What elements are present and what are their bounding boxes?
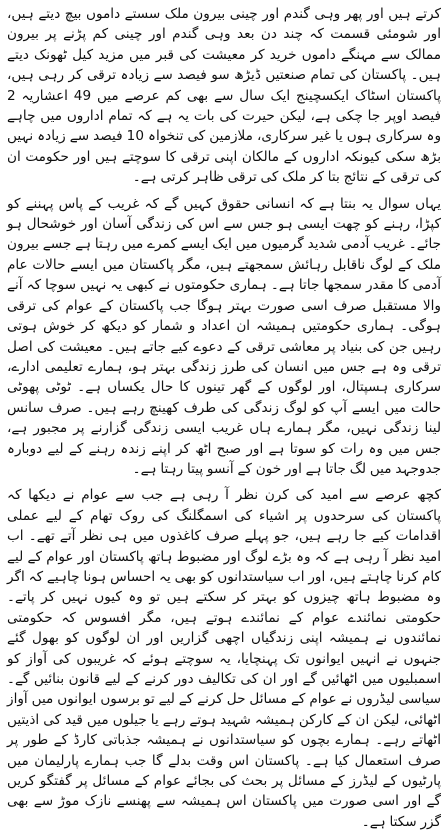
article-body <box>7 4 441 832</box>
article-paragraph-1: کرتے ہیں اور پھر وہی گندم اور چینی بیرون ملک سستے داموں بیچ دیتے ہیں، اور شومئی قسمت کہ چند دن بعد وہی گندم اور چینی کم پڑنے پر بیرون ممالک سے مہنگے داموں خرید کر معیشت کی قبر میں مزید کیل ٹھونک دیتے ہیں۔ پاکستان کی تمام صنعتیں ڈیڑھ سو فیصد سے زیادہ ترقی کر رہی ہیں، پاکستان اسٹاک ایکسچینج ایک سال سے بھی کم عرصے میں 49 اعشاریہ 2 فیصد اوپر جا چکی ہے، لیکن حیرت کی بات یہ ہے کہ تمام اداروں میں چاہے وہ سرکاری ہوں یا غیر سرکاری، ملازمین کی تنخواہ 10 فیصد سے زیادہ نہیں بڑھ سکی کیونکہ اداروں کے مالکان اپنی ترقی کا سوچتے ہیں اور حکومت ان کی ترقی کے نتائج بتا کر ملک کی ترقی ظاہر کرتی ہے۔ <box>7 6 442 186</box>
article-paragraph-3: کچھ عرصے سے امید کی کرن نظر آ رہی ہے جب سے عوام نے دیکھا کہ پاکستان کی سرحدوں پر اشیاء کی اسمگلنگ کی روک تھام کے لیے عملی اقدامات کیے جا رہے ہیں، جو پہلے صرف کاغذوں میں ہی نظر آتے تھے۔ اب امید نظر آ رہی ہے کہ وہ بڑے لوگ اور مضبوط ہاتھ پاکستان اور عوام کے لیے کام کرنا چاہتے ہیں، اور اب سیاستدانوں کو بھی یہ احساس ہونا چاہیے کہ اگر وہ مضبوط ہاتھ چیزوں کو بہتر کر سکتے ہیں تو وہ کیوں نہیں کر پاتے۔ حکومتی نمائندے عوام کے نمائندے ہوتے ہیں، مگر افسوس کہ حکومتی نمائندوں نے ہمیشہ اپنی زندگیاں اچھی گزاریں اور ان لوگوں کو بھول گئے جنہوں نے انہیں ایوانوں تک پہنچایا، یہ سوچتے ہوئے کہ غریبوں کی آواز کو اسمبلیوں میں اٹھائیں گے اور ان کی تکالیف دور کرنے کے لیے قانون بنائیں گے۔ سیاسی لیڈروں نے عوام کے مسائل حل کرنے کے لیے تو برسوں ایوانوں میں آواز اٹھائی، لیکن ان کے کارکن ہمیشہ شہید ہوتے رہے یا جیلوں میں قید کی اذیتیں اٹھاتے رہے۔ ہمارے بچوں کو سیاستدانوں نے ہمیشہ جذباتی کارڈ کے طور پر صرف استعمال کیا ہے۔ پاکستان اس وقت بدلے گا جب ہمارے پارلیمان میں پارٹیوں کے لیڈرز کے مسائل پر بحث کی بجائے عوام کے مسائل پر گفتگو کریں گے اور اسی صورت میں پاکستان اس ہمیشہ سے پھنسے نازک موڑ سے بھی گزر سکتا ہے۔ <box>7 487 441 830</box>
article-paragraph-2: یہاں سوال یہ بنتا ہے کہ انسانی حقوق کہیں گے کہ غریب کے پاس پہننے کو کپڑا، رہنے کو چھت ایسی ہو جس سے اس کی زندگی آسان اور خوشحال ہو جائے۔ غریب آدمی شدید گرمیوں میں ایک ایسے کمرے میں رہتا ہے جسے بیرون ملک کے لوگ ناقابل رہائش سمجھتے ہیں، مگر پاکستان میں ایسے حالات عام آدمی کا مقدر سمجھا جاتا ہے۔ ہماری حکومتوں نے کبھی یہ نہیں سوچا کہ آنے والا مستقبل صرف اسی صورت بہتر ہوگا جب پاکستان کے عوام کی ترقی ہوگی۔ ہماری حکومتیں ہمیشہ ان اعداد و شمار کو دیکھ کر خوش ہوتی رہیں جن کی بنیاد پر معاشی ترقی کے دعوے کیے جاتے ہیں۔ معیشت کی اصل ترقی وہ ہے جس میں انسان کی طرز زندگی بہتر ہو، ہمارے تعلیمی ادارے، سرکاری ہسپتال، اور لوگوں کے گھر تینوں کا حال یکساں ہے۔ ٹوٹی پھوٹی حالت میں ایسے آپ کو لوگ زندگی کی طرف کھینچ رہے ہیں۔ صرف سانس لینا زندگی نہیں، مگر ہمارے ہاں غریب ایسی زندگی گزارنے پر مجبور ہے، جس میں وہ رات کو سوتا ہے اور صبح اٹھ کر اپنے زندہ رہنے کے لیے دوبارہ جدوجہد میں لگ جاتا ہے اور خون کے آنسو پیتا رہتا ہے۔ <box>7 195 441 477</box>
